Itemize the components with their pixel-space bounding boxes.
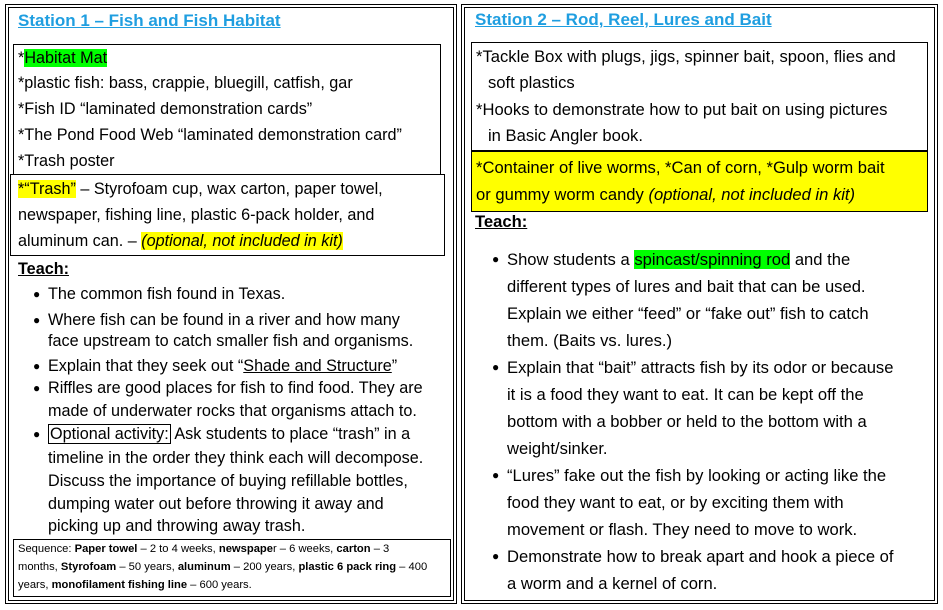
trash-line-2: newspaper, fishing line, plastic 6-pack holder, and xyxy=(18,206,375,224)
teach2-bullet-1-start: Show students a xyxy=(507,250,635,269)
bullet-dot-icon: ● xyxy=(33,381,41,395)
bullet-dot-icon: ● xyxy=(492,468,500,482)
station2-materials-box xyxy=(471,42,928,151)
trash-label: *“Trash” xyxy=(18,180,76,198)
carton-term: carton xyxy=(336,543,371,555)
live-bait-optional-note: (optional, not included in kit) xyxy=(648,185,856,204)
tackle-box-line1: *Tackle Box with plugs, jigs, spinner bait, spoon, flies and xyxy=(476,47,896,66)
teach2-bullet-1-line4: them. (Baits vs. lures.) xyxy=(507,331,673,350)
sequence-line-1 xyxy=(18,540,389,559)
spincast-rod-highlight: spincast/spinning rod xyxy=(634,250,791,269)
six-pack-ring-term: plastic 6 pack ring xyxy=(298,561,397,573)
teach2-bullet-1-line2: different types of lures and bait that can be used. xyxy=(507,277,866,296)
sequence-text-8: – 400 xyxy=(396,561,428,573)
teach1-bullet-1: The common fish found in Texas. xyxy=(48,285,286,303)
teach1-bullet-5-line5: picking up and throwing away trash. xyxy=(48,517,306,535)
teach2-bullet-2-line1: Explain that “bait” attracts fish by its odor or because xyxy=(507,358,894,377)
sequence-text-10: – 600 years. xyxy=(187,579,252,591)
teach2-bullet-3-line2: food they want to eat, or by exciting them with xyxy=(507,493,844,512)
teach2-bullet-1-end: and the xyxy=(790,250,851,269)
bullet-dot-icon: ● xyxy=(33,313,41,327)
shade-structure-text: Shade and Structure xyxy=(243,357,392,375)
teach2-bullet-4-line1: Demonstrate how to break apart and hook a piece of xyxy=(507,547,894,566)
station2-teach-label: Teach: xyxy=(475,212,528,231)
sequence-text-5: months, xyxy=(18,561,61,573)
paper-towel-term: Paper towel xyxy=(74,543,138,555)
sequence-text-9: years, xyxy=(18,579,52,591)
styrofoam-term: Styrofoam xyxy=(60,561,117,573)
live-bait-line2 xyxy=(476,181,855,208)
aluminum-term: aluminum xyxy=(177,561,231,573)
station1-trash-box xyxy=(10,174,445,256)
habitat-mat-highlight: Habitat Mat xyxy=(24,49,108,67)
station1-panel xyxy=(5,4,457,604)
sequence-text-7: – 200 years, xyxy=(230,561,299,573)
teach1-bullet-5-line3: Discuss the importance of buying refillable bottles, xyxy=(48,472,408,490)
teach1-bullet-5-line2: timeline in the order they think each will decompose. xyxy=(48,449,424,467)
optional-activity-label: Optional activity: xyxy=(50,425,169,443)
teach2-bullet-2-line3: bottom with a bobber or held to the bottom with a xyxy=(507,412,867,431)
sequence-line-2 xyxy=(18,558,427,577)
bullet-dot-icon: ● xyxy=(492,360,500,374)
teach2-bullet-2-line2: it is a food they want to eat. It can be kept off the xyxy=(507,385,864,404)
pond-food-web-item: *The Pond Food Web “laminated demonstration card” xyxy=(18,126,402,144)
live-bait-line1: *Container of live worms, *Can of corn, *Gulp worm bait xyxy=(476,158,885,177)
station2-live-bait-box xyxy=(471,151,928,212)
teach1-bullet-5-line4: dumping water out before throwing it away and xyxy=(48,495,384,513)
plastic-fish-item: *plastic fish: bass, crappie, bluegill, catfish, gar xyxy=(18,74,353,92)
station1-sequence-box xyxy=(13,539,451,597)
station1-title: Station 1 – Fish and Fish Habitat xyxy=(18,11,281,30)
hooks-line1: *Hooks to demonstrate how to put bait on using pictures xyxy=(476,100,888,119)
habitat-prefix: * xyxy=(18,49,25,67)
sequence-text-2: – 2 to 4 weeks, xyxy=(137,543,219,555)
trash-line-1 xyxy=(18,176,383,202)
bullet-dot-icon: ● xyxy=(492,549,500,563)
trash-line-3-text: aluminum can. – xyxy=(18,232,142,250)
teach1-bullet-5-line1 xyxy=(48,421,410,447)
teach1-bullet-3-start: Explain that they seek out “ xyxy=(48,357,244,375)
teach2-bullet-3-line1: “Lures” fake out the fish by looking or acting like the xyxy=(507,466,887,485)
trash-line-1-text: – Styrofoam cup, wax carton, paper towel, xyxy=(75,180,383,198)
teach1-bullet-4-line2: made of underwater rocks that organisms attach to. xyxy=(48,402,417,420)
teach1-bullet-2-line2: face upstream to catch smaller fish and organisms. xyxy=(48,332,414,350)
trash-poster-item: *Trash poster xyxy=(18,152,115,170)
teach1-bullet-3-end: ” xyxy=(391,357,398,375)
station1-teach-label: Teach: xyxy=(18,260,69,278)
bullet-dot-icon: ● xyxy=(33,359,41,373)
monofilament-term: monofilament fishing line xyxy=(51,579,188,591)
newspaper-term: newspape xyxy=(218,543,273,555)
fish-id-item: *Fish ID “laminated demonstration cards” xyxy=(18,100,313,118)
teach2-bullet-1-line3: Explain we either “feed” or “fake out” fish to catch xyxy=(507,304,869,323)
tackle-box-line2: soft plastics xyxy=(488,73,575,92)
sequence-label: Sequence: xyxy=(18,543,75,555)
station2-title: Station 2 – Rod, Reel, Lures and Bait xyxy=(475,10,772,29)
station2-panel xyxy=(461,4,938,604)
bullet-dot-icon: ● xyxy=(492,252,500,266)
sequence-text-3: r – 6 weeks, xyxy=(272,543,337,555)
teach2-bullet-2-line4: weight/sinker. xyxy=(507,439,608,458)
teach2-bullet-4-line2: a worm and a kernel of corn. xyxy=(507,574,718,593)
trash-line-3 xyxy=(18,228,343,254)
teach1-bullet-5-line1-text: Ask students to place “trash” in a xyxy=(170,425,411,443)
teach2-bullet-3-line3: movement or flash. They need to move to work. xyxy=(507,520,858,539)
teach1-bullet-2-line1: Where fish can be found in a river and how many xyxy=(48,311,400,329)
trash-optional-note: (optional, not included in kit) xyxy=(141,232,343,250)
sequence-text-6: – 50 years, xyxy=(116,561,178,573)
sequence-text-4: – 3 xyxy=(370,543,390,555)
bullet-dot-icon: ● xyxy=(33,427,41,441)
station1-materials-box xyxy=(13,44,441,175)
sequence-line-3 xyxy=(18,576,252,595)
live-bait-line2-text: or gummy worm candy xyxy=(476,185,649,204)
hooks-line2: in Basic Angler book. xyxy=(488,126,643,145)
habitat-mat-item xyxy=(18,45,107,71)
teach1-bullet-4-line1: Riffles are good places for fish to find food. They are xyxy=(48,379,423,397)
bullet-dot-icon: ● xyxy=(33,287,41,301)
teach2-bullet-1-line1 xyxy=(507,246,850,273)
